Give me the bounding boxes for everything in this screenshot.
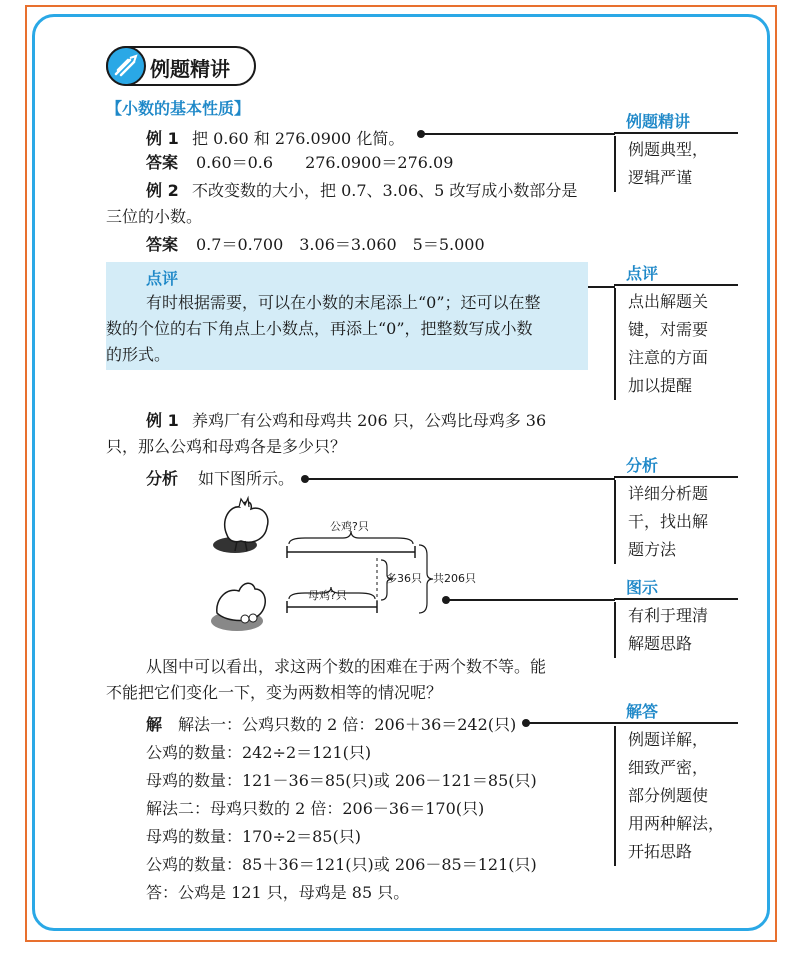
annotation-line: 题方法 bbox=[628, 540, 677, 559]
solution-label: 解 bbox=[146, 715, 163, 734]
annotation-line: 部分例题使 bbox=[628, 786, 709, 805]
analysis-label: 分析 bbox=[146, 469, 179, 488]
annotation-line: 开拓思路 bbox=[628, 842, 693, 861]
annotation-body bbox=[614, 602, 738, 658]
annotation-line: 有利于理清 bbox=[628, 606, 709, 625]
leader-line bbox=[526, 722, 615, 724]
leader-line bbox=[305, 478, 615, 480]
solution-line-3: 母鸡的数量：121－36＝85(只)或 206－121＝85(只) bbox=[146, 771, 537, 790]
example1-answer-label: 答案 bbox=[146, 153, 179, 172]
annotation-header bbox=[614, 698, 738, 724]
total-segment-label: 共206只 bbox=[433, 572, 476, 585]
example1-label: 例 1 bbox=[146, 129, 179, 148]
annotation-title: 图示 bbox=[626, 578, 659, 597]
solution-line-4: 解法二：母鸡只数的 2 倍：206－36＝170(只) bbox=[146, 799, 485, 818]
example1-text: 把 0.60 和 276.0900 化简。 bbox=[192, 129, 405, 148]
solution-line-6: 公鸡的数量：85＋36＝121(只)或 206－85＝121(只) bbox=[146, 855, 537, 874]
comment-title: 点评 bbox=[146, 269, 179, 288]
annotation-title: 点评 bbox=[626, 264, 659, 283]
rooster-segment-label: 公鸡?只 bbox=[330, 520, 369, 533]
annotation-line: 加以提醒 bbox=[628, 376, 693, 395]
annotation-line: 用两种解法， bbox=[628, 814, 725, 833]
hen-icon bbox=[211, 583, 265, 631]
annotation-title: 分析 bbox=[626, 456, 659, 475]
header-badge-label: 例题精讲 bbox=[150, 57, 230, 81]
example2-answer: 0.7＝0.700 3.06＝3.060 5＝5.000 bbox=[196, 235, 485, 254]
leader-line bbox=[446, 599, 615, 601]
annotation-body bbox=[614, 136, 738, 192]
section-title: 【小数的基本性质】 bbox=[106, 99, 251, 118]
annotation-line: 干，找出解 bbox=[628, 512, 709, 531]
solution-line-2: 公鸡的数量：242÷2＝121(只) bbox=[146, 743, 372, 762]
annotation-body bbox=[614, 288, 738, 400]
annotation-title: 例题精讲 bbox=[626, 112, 691, 131]
analysis-text: 如下图所示。 bbox=[198, 469, 295, 488]
leader-line bbox=[421, 133, 615, 135]
rooster-icon bbox=[213, 498, 268, 553]
solution-line-7: 答：公鸡是 121 只，母鸡是 85 只。 bbox=[146, 883, 410, 902]
annotation-line: 逻辑严谨 bbox=[628, 168, 693, 187]
reflection-line1: 从图中可以看出，求这两个数的困难在于两个数不等。能 bbox=[146, 657, 547, 676]
annotation-line: 细致严密， bbox=[628, 758, 709, 777]
annotation-title: 解答 bbox=[626, 702, 659, 721]
solution-line-1: 解法一：公鸡只数的 2 倍：206＋36＝242(只) bbox=[178, 715, 517, 734]
annotation-line: 解题思路 bbox=[628, 634, 693, 653]
comment-line3: 的形式。 bbox=[106, 345, 171, 364]
comment-line1: 有时根据需要，可以在小数的末尾添上“0”；还可以在整 bbox=[146, 293, 541, 312]
annotation-line: 例题典型， bbox=[628, 140, 709, 159]
solution-line-5: 母鸡的数量：170÷2＝85(只) bbox=[146, 827, 361, 846]
example2-label: 例 2 bbox=[146, 181, 179, 200]
annotation-line: 例题详解， bbox=[628, 730, 709, 749]
example3-line2: 只，那么公鸡和母鸡各是多少只？ bbox=[106, 437, 347, 456]
annotation-body bbox=[614, 480, 738, 564]
line-segment-diagram bbox=[205, 495, 495, 640]
comment-line2: 数的个位的右下角点上小数点，再添上“0”，把整数写成小数 bbox=[106, 319, 533, 338]
annotation-line: 详细分析题 bbox=[628, 484, 709, 503]
annotation-body bbox=[614, 726, 738, 866]
reflection-line2: 不能把它们变化一下，变为两数相等的情况呢？ bbox=[106, 683, 443, 702]
annotation-line: 注意的方面 bbox=[628, 348, 709, 367]
more-segment-label: 多36只 bbox=[386, 572, 422, 585]
annotation-header bbox=[614, 108, 738, 134]
annotation-header bbox=[614, 452, 738, 478]
annotation-header bbox=[614, 574, 738, 600]
pencil-icon bbox=[106, 46, 146, 86]
example3-label: 例 1 bbox=[146, 411, 179, 430]
annotation-header bbox=[614, 260, 738, 286]
example2-line2: 三位的小数。 bbox=[106, 207, 203, 226]
hen-segment-label: 母鸡?只 bbox=[308, 589, 347, 602]
comment-box bbox=[106, 262, 588, 370]
example1-answer: 0.60＝0.6 276.0900＝276.09 bbox=[196, 153, 454, 172]
annotation-line: 点出解题关 bbox=[628, 292, 709, 311]
leader-line bbox=[588, 286, 615, 288]
example2-answer-label: 答案 bbox=[146, 235, 179, 254]
example2-line1: 不改变数的大小，把 0.7、3.06、5 改写成小数部分是 bbox=[192, 181, 578, 200]
annotation-line: 键，对需要 bbox=[628, 320, 709, 339]
example3-line1: 养鸡厂有公鸡和母鸡共 206 只，公鸡比母鸡多 36 bbox=[192, 411, 547, 430]
